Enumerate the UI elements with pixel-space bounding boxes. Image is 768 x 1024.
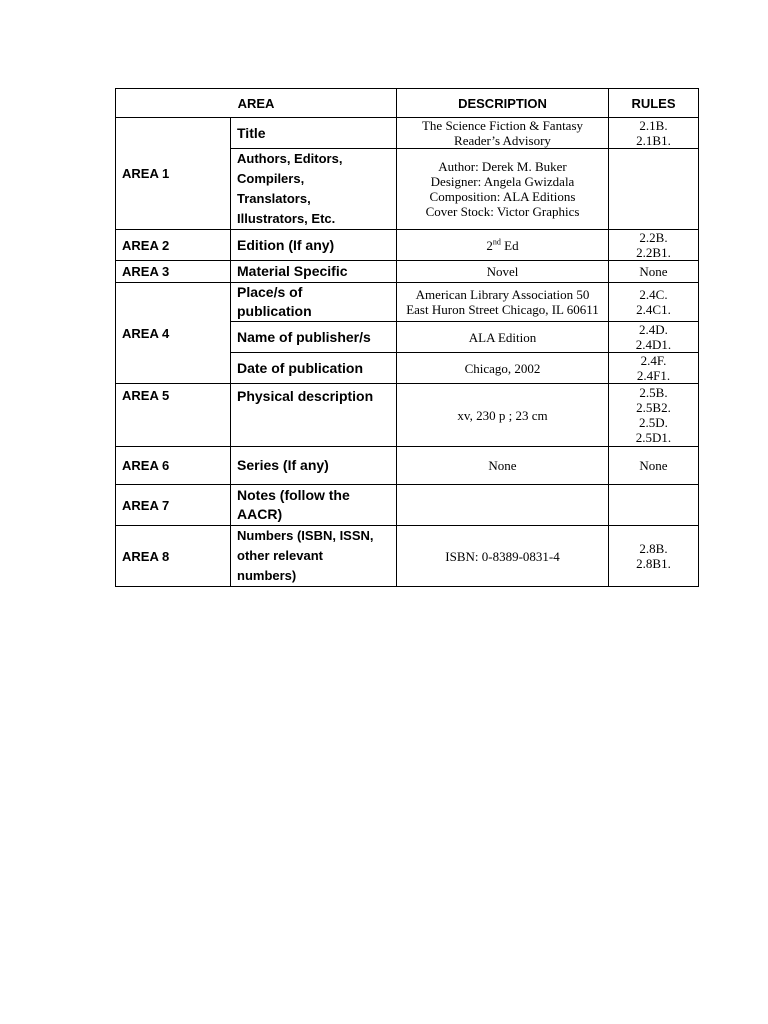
area-1-authors-element — [231, 149, 397, 230]
rule-line: 2.8B. — [639, 541, 668, 556]
rule-line: 2.4F1. — [636, 368, 671, 383]
area-8-label: AREA 8 — [116, 526, 231, 587]
description-line: Cover Stock: Victor Graphics — [425, 204, 580, 219]
description-line: Composition: ALA Editions — [429, 189, 576, 204]
area-2-element: Edition (If any) — [231, 230, 397, 261]
area-6-rules: None — [609, 447, 699, 485]
rule-line: 2.4C1. — [636, 302, 671, 317]
area-8-description: ISBN: 0-8389-0831-4 — [397, 526, 609, 587]
table-row — [116, 261, 699, 283]
rule-line: 2.5D. — [639, 415, 668, 430]
rule-line: 2.1B1. — [636, 133, 671, 148]
table-row — [116, 230, 699, 261]
edition-number: 2 — [486, 237, 493, 253]
element-line: Notes (follow the — [237, 487, 350, 503]
area-5-rules — [609, 384, 699, 447]
header-description: DESCRIPTION — [397, 89, 609, 118]
element-line: AACR) — [237, 506, 283, 522]
area-4-publisher-element: Name of publisher/s — [231, 322, 397, 353]
edition-ordinal: nd — [492, 237, 501, 247]
element-line: Authors, Editors, — [237, 151, 343, 166]
description-line: American Library Association 50 — [415, 287, 590, 302]
rule-line: 2.2B1. — [636, 245, 671, 260]
area-3-element: Material Specific — [231, 261, 397, 283]
area-2-rules — [609, 230, 699, 261]
rule-line: 2.4D1. — [635, 337, 672, 352]
element-line: Place/s of — [237, 284, 303, 300]
table-row — [116, 118, 699, 149]
rule-line: 2.8B1. — [636, 556, 671, 571]
area-7-description — [397, 485, 609, 526]
rule-line: 2.5B. — [639, 385, 668, 400]
table-row — [116, 526, 699, 587]
area-7-label: AREA 7 — [116, 485, 231, 526]
area-4-date-element: Date of publication — [231, 353, 397, 384]
area-4-place-description — [397, 283, 609, 322]
rule-line: 2.4F. — [640, 353, 667, 368]
table-row — [116, 485, 699, 526]
element-line: Numbers (ISBN, ISSN, — [237, 528, 374, 543]
element-line: numbers) — [237, 568, 297, 583]
area-6-element: Series (If any) — [231, 447, 397, 485]
area-4-date-rules — [609, 353, 699, 384]
element-line: publication — [237, 303, 312, 319]
table-row — [116, 384, 699, 447]
rule-line: 2.4D. — [639, 322, 668, 337]
description-line: Reader’s Advisory — [454, 133, 551, 148]
table-header-row — [116, 89, 699, 118]
area-7-element — [231, 485, 397, 526]
area-1-label: AREA 1 — [116, 118, 231, 230]
area-1-title-rules — [609, 118, 699, 149]
table-row — [116, 447, 699, 485]
description-line: Author: Derek M. Buker — [438, 159, 567, 174]
area-4-publisher-description: ALA Edition — [397, 322, 609, 353]
area-6-label: AREA 6 — [116, 447, 231, 485]
area-5-element: Physical description — [231, 384, 397, 447]
area-3-rules: None — [609, 261, 699, 283]
area-7-rules — [609, 485, 699, 526]
rule-line: 2.2B. — [639, 230, 668, 245]
area-5-label: AREA 5 — [116, 384, 231, 447]
rule-line: 2.4C. — [639, 287, 668, 302]
area-3-label: AREA 3 — [116, 261, 231, 283]
rule-line: 2.5D1. — [635, 430, 672, 445]
element-line: other relevant — [237, 548, 323, 563]
description-line: The Science Fiction & Fantasy — [421, 118, 584, 133]
area-4-place-element — [231, 283, 397, 322]
area-6-description: None — [397, 447, 609, 485]
area-4-publisher-rules — [609, 322, 699, 353]
element-line: Compilers, — [237, 171, 305, 186]
edition-suffix: Ed — [500, 237, 519, 253]
rule-line: 2.5B2. — [636, 400, 671, 415]
aacr-areas-table — [115, 88, 699, 587]
description-line: East Huron Street Chicago, IL 60611 — [406, 302, 599, 317]
area-1-title-element: Title — [231, 118, 397, 149]
area-1-title-description — [397, 118, 609, 149]
area-2-description — [397, 230, 609, 261]
area-5-description: xv, 230 p ; 23 cm — [397, 384, 609, 447]
area-1-authors-rules — [609, 149, 699, 230]
area-8-element — [231, 526, 397, 587]
table-row — [116, 283, 699, 322]
header-area: AREA — [116, 89, 397, 118]
header-rules: RULES — [609, 89, 699, 118]
area-4-date-description: Chicago, 2002 — [397, 353, 609, 384]
area-2-label: AREA 2 — [116, 230, 231, 261]
area-1-authors-description — [397, 149, 609, 230]
area-3-description: Novel — [397, 261, 609, 283]
element-line: Translators, — [237, 191, 311, 206]
area-4-label: AREA 4 — [116, 283, 231, 384]
area-8-rules — [609, 526, 699, 587]
element-line: Illustrators, Etc. — [237, 211, 336, 226]
rule-line: 2.1B. — [639, 118, 668, 133]
description-line: Designer: Angela Gwizdala — [430, 174, 575, 189]
area-4-place-rules — [609, 283, 699, 322]
